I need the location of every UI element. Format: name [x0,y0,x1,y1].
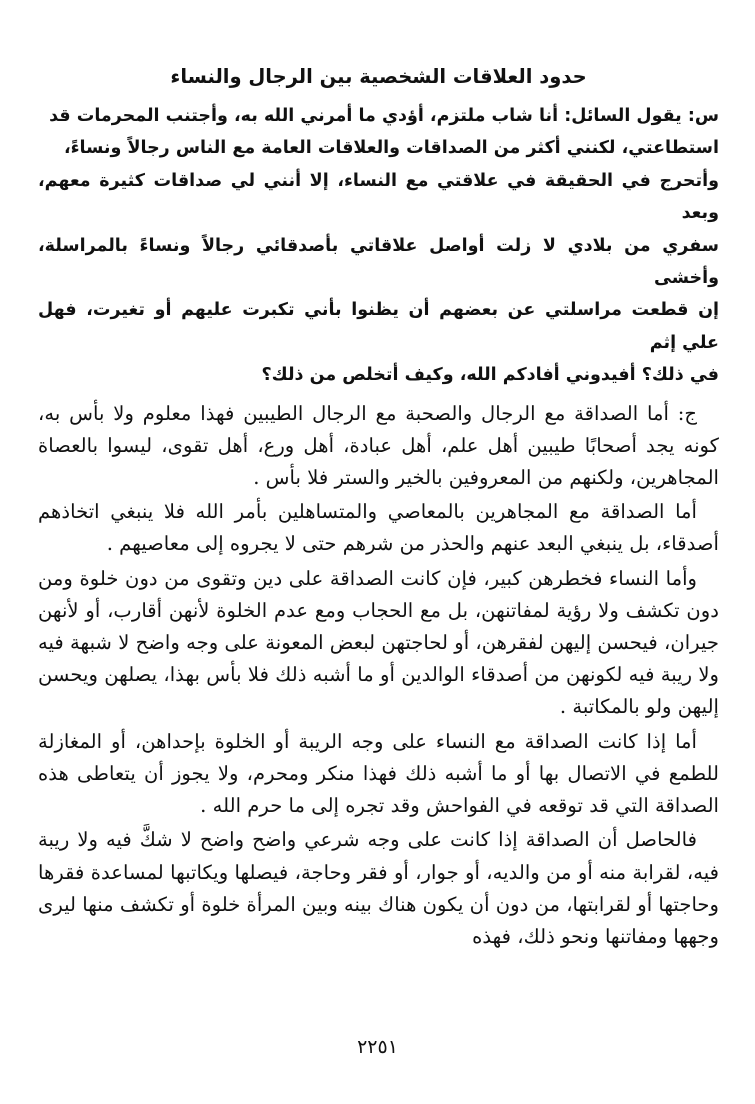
question-line: سفري من بلادي لا زلت أواصل علاقاتي بأصدقائي رجالاً ونساءً بالمراسلة، وأخشى [38,235,719,289]
question-line: استطاعتي، لكنني أكثر من الصداقات والعلاقات العامة مع الناس رجالاً ونساءً، [63,138,719,159]
answer-paragraph: أما الصداقة مع المجاهرين بالمعاصي والمتساهلين بأمر الله فلا ينبغي اتخاذهم أصدقاء، بل ينبغي البعد عنهم والحذر من شرهم حتى لا يجروه إلى معاصيهم . [38,500,719,556]
answer-paragraph: فالحاصل أن الصداقة إذا كانت على وجه شرعي واضح واضح لا شكَّ فيه ولا ريبة فيه، لقرابة منه أو من والديه، أو جوار، أو فقر وحاجة، فيصلها ويكاتبها لمساعدة فقرها وحاجتها أو لقرابتها، من دون أن يكون هناك بينه وبين المرأة خلوة أو تكشف منها ليرى وجهها ومفاتنها ونحو ذلك، فهذه [38,828,719,948]
question-line: س: يقول السائل: أنا شاب ملتزم، أؤدي ما أمرني الله به، وأجتنب المحرمات قد [49,106,719,126]
answer-block [38,398,719,953]
question-line: وأتحرج في الحقيقة في علاقتي مع النساء، إلا أنني لي صداقات كثيرة معهم، وبعد [38,170,719,224]
answer-paragraph: وأما النساء فخطرهن كبير، فإن كانت الصداقة على دين وتقوى من دون خلوة ومن دون تكشف ولا رؤية لمفاتنهن، بل مع الحجاب ومع عدم الخلوة لأنهن أقارب، أو لأنهن جيران، فيحسن إليهن لفقرهن، أو لحاجتهن لبعض المعونة على وجه واضح لا شبهة فيه ولا ريبة فيه لكونهن من أصدقاء الوالدين أو ما أشبه ذلك فلا بأس بهذا، يصلهن ويحسن إليهن ولو بالمكاتبة . [38,566,719,719]
answer-paragraph: ج: أما الصداقة مع الرجال والصحبة مع الرجال الطيبين فهذا معلوم ولا بأس به، كونه يجد أصحابًا طيبين أهل علم، أهل عبادة، أهل ورع، أهل تقوى، ليسوا بالعصاة المجاهرين، ولكنهم من المعروفين بالخير والستر فلا بأس . [38,401,719,490]
question-line: إن قطعت مراسلتي عن بعضهم أن يظنوا بأني تكبرت عليهم أو تغيرت، فهل علي إثم [38,300,719,353]
page-number: ٢٢٥١ [357,1036,398,1058]
page-title: حدود العلاقات الشخصية بين الرجال والنساء [170,65,587,88]
question-block [38,100,719,392]
answer-paragraph: أما إذا كانت الصداقة مع النساء على وجه الريبة أو الخلوة بإحداهن، أو المغازلة للطمع في الاتصال بها أو ما أشبه ذلك فهذا منكر ومحرم، ولا يجوز أن يتعاطى هذه الصداقة التي قد توقعه في الفواحش وقد تجره إلى ما حرم الله . [38,729,719,818]
question-line: في ذلك؟ أفيدوني أفادكم الله، وكيف أتخلص من ذلك؟ [261,365,719,386]
